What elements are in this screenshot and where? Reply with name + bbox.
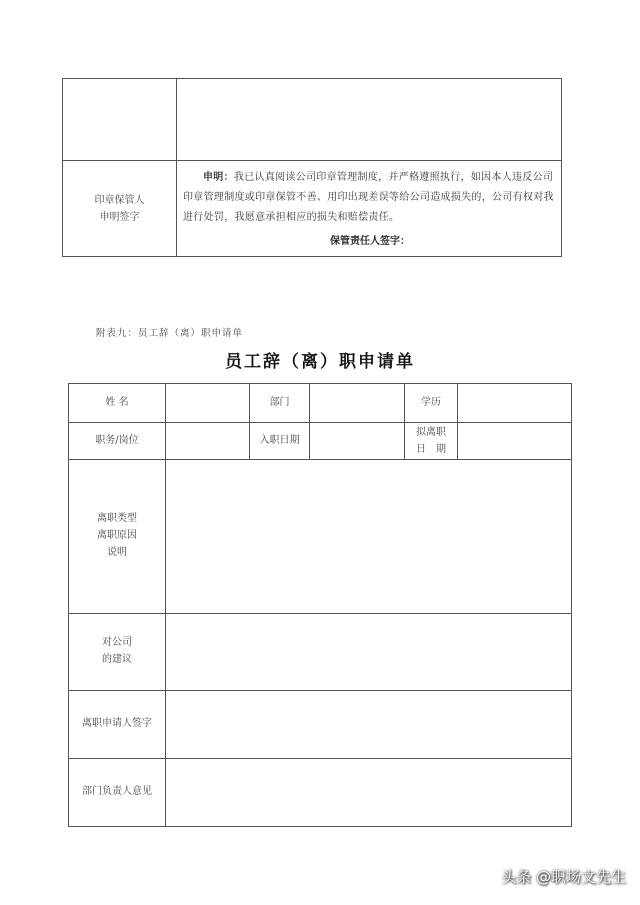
- education-label: 学历: [421, 397, 441, 408]
- reason-field[interactable]: [166, 460, 571, 613]
- position-field[interactable]: [166, 423, 249, 459]
- suggestion-field[interactable]: [166, 614, 571, 690]
- name-field[interactable]: [166, 384, 249, 422]
- applicant-sign-label: 离职申请人签字: [82, 718, 152, 729]
- reason-label-3: 说明: [107, 547, 127, 558]
- reason-label-1: 离职类型: [97, 513, 137, 524]
- manager-opinion-field[interactable]: [166, 759, 571, 826]
- declaration-text: 申明：我已认真阅读公司印章管理制度，并严格遵照执行，如因本人违反公司印章管理制度或印章保管不善、用印出现差误等给公司造成损失的，公司有权对我进行处罚，我愿意承担相应的损失和赔偿责任。: [183, 172, 554, 223]
- signature-label: 保管责任人签字：: [330, 236, 410, 247]
- position-label: 职务/岗位: [95, 435, 139, 446]
- leave-date-label: 拟离职: [416, 427, 446, 438]
- appendix-caption: 附表九：员工辞（离）职申请单: [96, 328, 244, 339]
- department-label: 部门: [269, 397, 290, 408]
- education-field[interactable]: [458, 384, 571, 422]
- declaration-sign-label: 申明签字: [99, 212, 140, 223]
- name-label: 姓 名: [105, 397, 129, 408]
- leave-date-label-2: 日 期: [416, 444, 446, 455]
- reason-label-2: 离职原因: [97, 530, 137, 541]
- manager-opinion-label: 部门负责人意见: [82, 786, 152, 797]
- leave-date-field[interactable]: [458, 423, 571, 459]
- hire-date-label: 入职日期: [259, 435, 300, 446]
- watermark: 头条 @职场文先生: [501, 868, 626, 886]
- department-field[interactable]: [310, 384, 404, 422]
- hire-date-field[interactable]: [310, 423, 404, 459]
- applicant-sign-field[interactable]: [166, 691, 571, 758]
- page-title: 员工辞（离）职申请单: [225, 352, 415, 372]
- seal-keeper-label: 印章保管人: [94, 195, 145, 206]
- suggestion-label-2: 的建议: [102, 654, 132, 665]
- suggestion-label-1: 对公司: [102, 637, 132, 648]
